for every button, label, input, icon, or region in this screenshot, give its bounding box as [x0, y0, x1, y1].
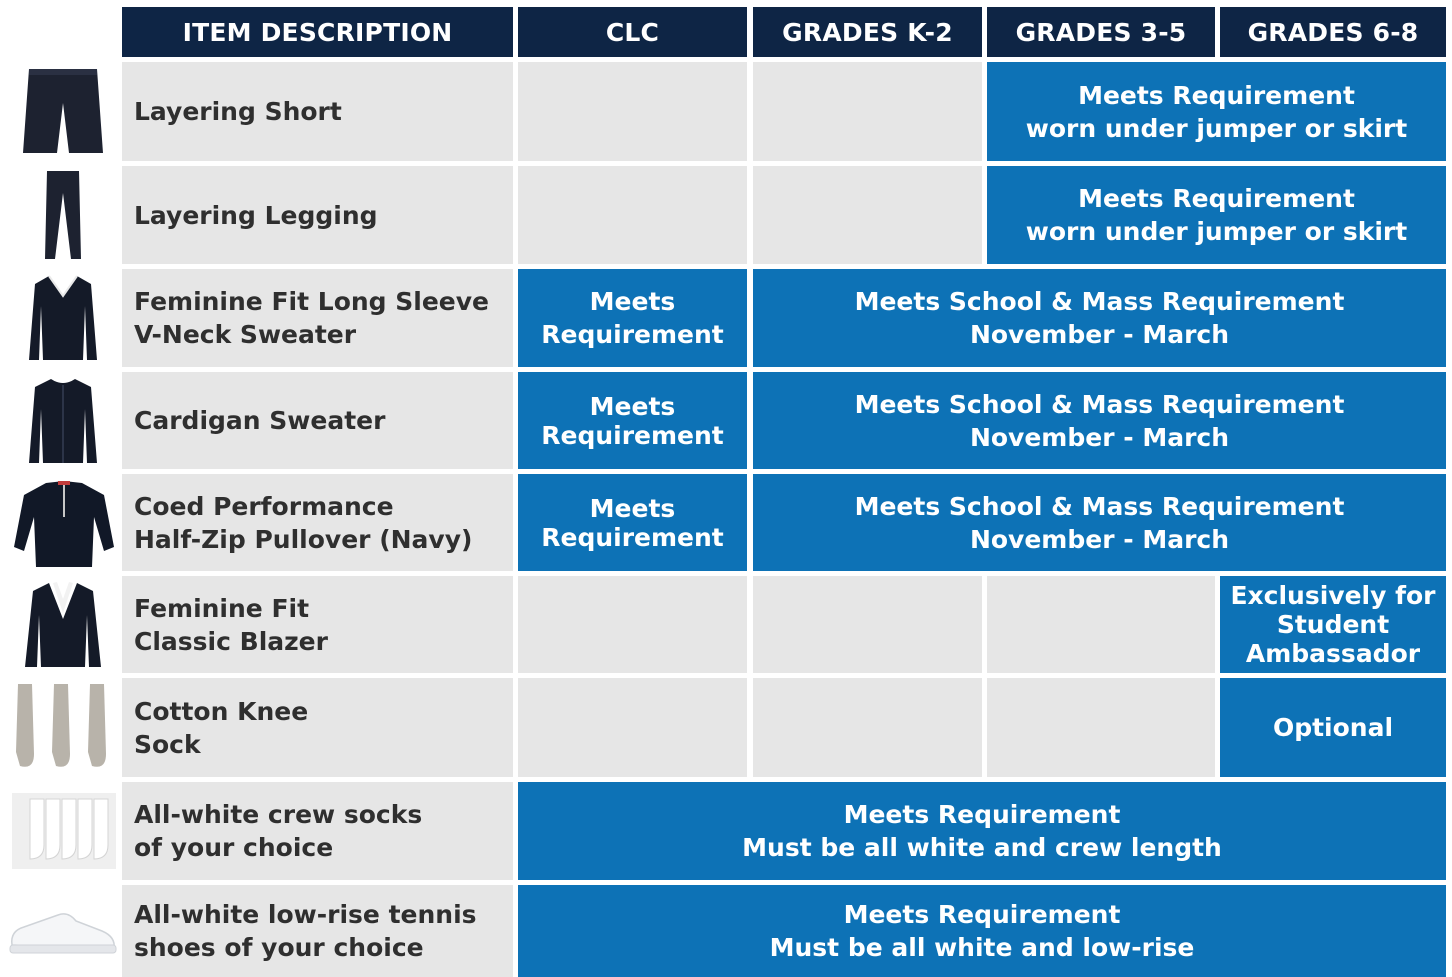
blazer-icon [14, 576, 112, 673]
grades-6-8-cell: Optional [1220, 678, 1446, 777]
item-description: All-white low-rise tennis shoes of your choice [122, 885, 513, 977]
shorts-icon [14, 62, 112, 161]
clc-requirement-cell: Meets Requirement [518, 474, 747, 571]
cardigan-icon [14, 372, 112, 469]
header-item-description: ITEM DESCRIPTION [122, 7, 513, 57]
tennis-shoe-icon [4, 885, 120, 977]
item-description: Layering Short [122, 62, 513, 161]
requirement-cell: Meets Requirement worn under jumper or skirt [987, 62, 1446, 161]
header-clc: CLC [518, 7, 747, 57]
requirement-cell: Meets Requirement Must be all white and low-rise [518, 885, 1446, 977]
empty-cell-clc [518, 678, 747, 777]
item-description: All-white crew socks of your choice [122, 782, 513, 880]
grades-requirement-cell: Meets School & Mass Requirement November - March [753, 269, 1446, 367]
empty-cell-clc [518, 166, 747, 264]
item-description: Layering Legging [122, 166, 513, 264]
item-description: Feminine Fit Classic Blazer [122, 576, 513, 673]
item-description: Cardigan Sweater [122, 372, 513, 469]
crew-socks-icon [10, 782, 118, 880]
header-grades-6-8: GRADES 6-8 [1220, 7, 1446, 57]
empty-cell-k2 [753, 678, 982, 777]
grades-requirement-cell: Meets School & Mass Requirement November - March [753, 474, 1446, 571]
half-zip-pullover-icon [10, 474, 118, 571]
empty-cell-k2 [753, 166, 982, 264]
grades-6-8-cell: Exclusively for Student Ambassador [1220, 576, 1446, 673]
empty-cell-k2 [753, 62, 982, 161]
item-description: Coed Performance Half-Zip Pullover (Navy) [122, 474, 513, 571]
empty-cell-k2 [753, 576, 982, 673]
clc-requirement-cell: Meets Requirement [518, 269, 747, 367]
item-description: Cotton Knee Sock [122, 678, 513, 777]
header-grades-k2: GRADES K-2 [753, 7, 982, 57]
empty-cell-3-5 [987, 576, 1215, 673]
leggings-icon [14, 166, 112, 264]
item-description: Feminine Fit Long Sleeve V-Neck Sweater [122, 269, 513, 367]
vneck-sweater-icon [14, 269, 112, 367]
empty-cell-clc [518, 62, 747, 161]
requirement-cell: Meets Requirement worn under jumper or skirt [987, 166, 1446, 264]
empty-cell-clc [518, 576, 747, 673]
knee-socks-icon [8, 678, 116, 777]
grades-requirement-cell: Meets School & Mass Requirement November - March [753, 372, 1446, 469]
clc-requirement-cell: Meets Requirement [518, 372, 747, 469]
header-grades-3-5: GRADES 3-5 [987, 7, 1215, 57]
requirement-cell: Meets Requirement Must be all white and crew length [518, 782, 1446, 880]
empty-cell-3-5 [987, 678, 1215, 777]
